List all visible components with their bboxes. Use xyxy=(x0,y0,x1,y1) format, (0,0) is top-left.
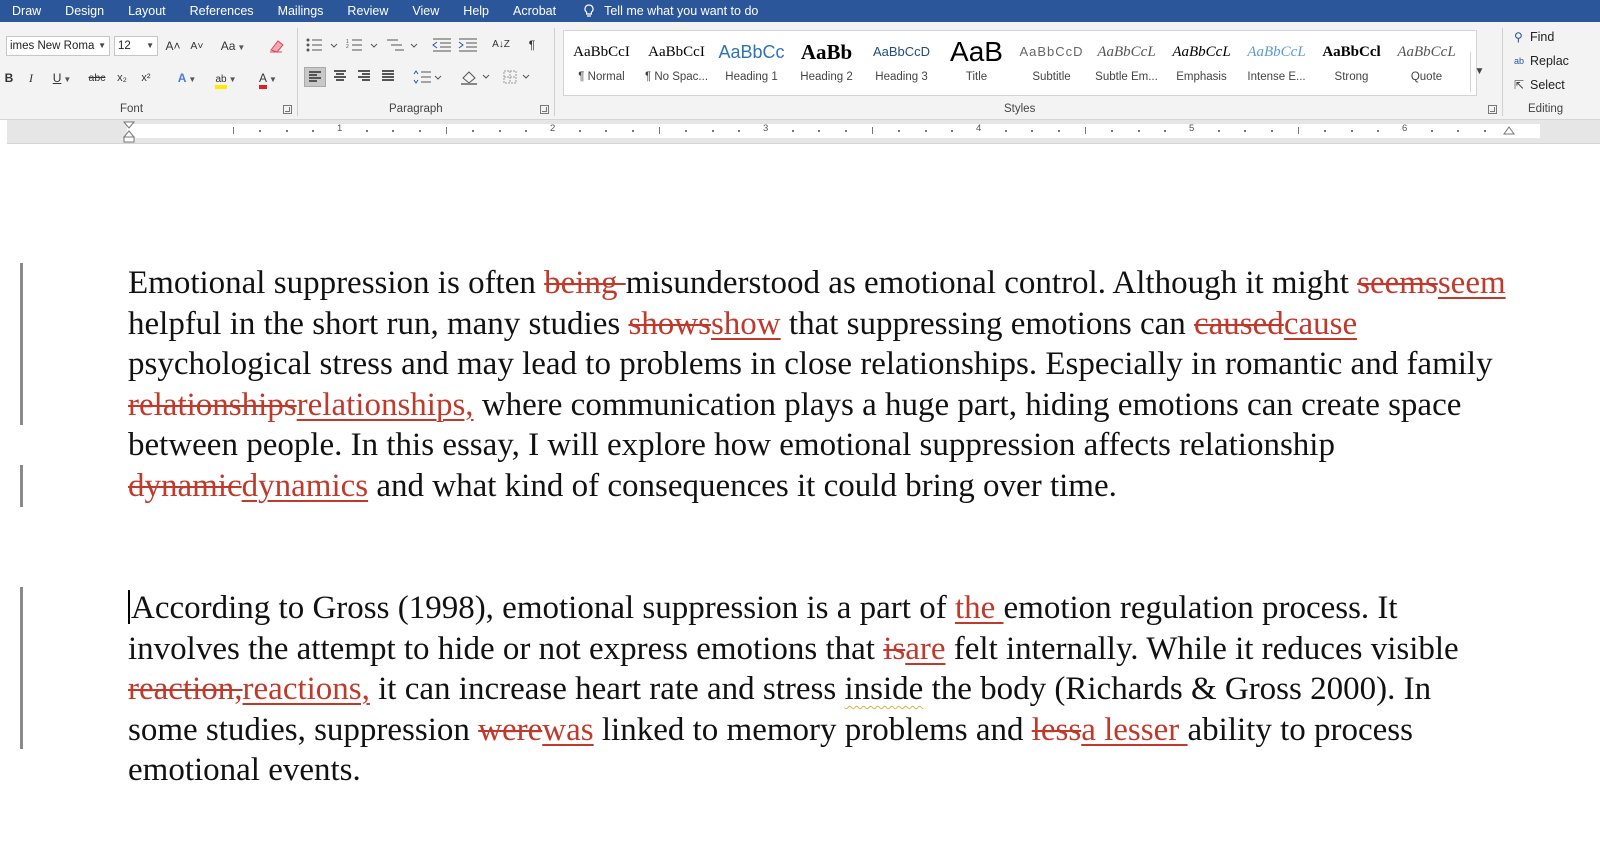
find-label: Find xyxy=(1530,30,1555,44)
tab-review[interactable]: Review xyxy=(347,4,389,18)
search-icon: ⚲ xyxy=(1514,30,1523,44)
ruler-dot xyxy=(1111,130,1113,132)
ruler-tick xyxy=(1085,127,1086,134)
grow-font-button[interactable]: A˄ xyxy=(165,39,181,53)
text-run: misunderstood as emotional control. Although it might xyxy=(625,265,1358,301)
ruler-dot xyxy=(286,130,288,132)
ruler-dot xyxy=(738,130,740,132)
ruler-number: 5 xyxy=(1189,123,1195,134)
tab-view[interactable]: View xyxy=(412,4,440,18)
style-preview: AaBbCcL xyxy=(1172,44,1231,60)
style-preview: AaBbCcL xyxy=(1247,44,1306,60)
inserted-text: cause xyxy=(1283,305,1358,342)
chevron-down-icon: ▼ xyxy=(1474,66,1485,77)
select-button[interactable] xyxy=(1514,78,1565,92)
style-preview: AaBbCcD xyxy=(1019,44,1084,59)
ruler-dot xyxy=(1271,130,1273,132)
text-cursor xyxy=(128,590,130,624)
clear-formatting-icon[interactable] xyxy=(268,38,286,54)
ruler-dot xyxy=(898,130,900,132)
replace-button[interactable] xyxy=(1514,54,1569,68)
text-run: ability to process emotional events. xyxy=(128,711,1413,788)
deleted-text: caused xyxy=(1194,305,1284,342)
paragraph-text xyxy=(128,590,1459,788)
text-run: it can increase heart rate and stress xyxy=(369,671,845,707)
paragraph-text xyxy=(128,265,1506,504)
styles-more-button[interactable] xyxy=(1470,52,1488,92)
paragraph-introduction[interactable] xyxy=(128,263,1508,506)
ruler-tick xyxy=(659,127,660,134)
ruler-dot xyxy=(632,130,634,132)
align-right-icon xyxy=(358,70,370,81)
ruler-dot xyxy=(1377,130,1379,132)
ruler-dot xyxy=(1031,130,1033,132)
borders-icon[interactable] xyxy=(502,69,536,85)
underline-label: U xyxy=(52,71,62,85)
right-indent-marker-icon[interactable] xyxy=(1503,125,1515,137)
chevron-down-icon: ▼ xyxy=(228,75,237,84)
text-run: helpful in the short run, many studies xyxy=(128,305,629,342)
styles-gallery xyxy=(563,30,1477,96)
ruler-tick xyxy=(233,127,234,134)
tab-layout[interactable]: Layout xyxy=(128,4,166,18)
inserted-text: show xyxy=(710,305,781,342)
style-subtle-emphasis[interactable] xyxy=(1089,31,1164,95)
strikethrough-button[interactable]: abc xyxy=(88,72,106,84)
font-size-combo[interactable] xyxy=(114,36,158,56)
text-run: felt internally. While it reduces visible xyxy=(945,630,1459,667)
inserted-text: seem xyxy=(1437,265,1506,301)
highlight-label: ab xyxy=(215,74,226,89)
text-effects-button[interactable] xyxy=(170,69,204,89)
style-preview: AaBbCcI xyxy=(648,44,705,60)
deleted-text: shows xyxy=(628,305,711,342)
change-bar xyxy=(20,587,23,749)
style-name: ¶ No Spac... xyxy=(644,71,709,83)
inserted-text: the xyxy=(954,590,1004,626)
ruler-dot xyxy=(792,130,794,132)
align-left-icon xyxy=(309,71,321,82)
font-size-value: 12 xyxy=(118,40,131,52)
sort-button[interactable]: A↓Z xyxy=(492,39,510,50)
deleted-text: relationships xyxy=(128,386,297,423)
deleted-text: reaction, xyxy=(128,671,243,707)
text-run: that suppressing emotions can xyxy=(780,305,1195,342)
change-case-label: Aa xyxy=(220,39,236,53)
ruler-dot xyxy=(472,130,474,132)
paragraph-dialog-launcher-icon[interactable] xyxy=(540,105,549,114)
tab-draw[interactable]: Draw xyxy=(12,4,42,18)
text-run: and what kind of consequences it could bring over time. xyxy=(368,467,1117,504)
chevron-down-icon: ▼ xyxy=(269,75,277,84)
ruler-tick xyxy=(872,127,873,134)
style-name: ¶ Normal xyxy=(578,71,625,83)
style-preview: AaBbCcL xyxy=(1097,44,1156,60)
inserted-text: relationships, xyxy=(296,386,474,423)
ruler-number: 6 xyxy=(1402,123,1408,134)
chevron-down-icon: ▼ xyxy=(237,43,246,52)
style-strong[interactable] xyxy=(1314,31,1389,95)
style-name: Title xyxy=(965,71,988,83)
style-name: Strong xyxy=(1334,71,1369,83)
ruler-dot xyxy=(1005,130,1007,132)
document-page[interactable] xyxy=(0,145,1600,860)
text-run: the body (Richards & Gross 2000). In some studies, suppression xyxy=(128,671,1432,748)
ruler-dot xyxy=(1164,130,1166,132)
cursor-arrow-icon: ⇱ xyxy=(1514,78,1525,92)
decrease-indent-icon[interactable] xyxy=(432,38,452,52)
deleted-text: dynamic xyxy=(128,467,242,504)
ruler-dot xyxy=(1058,130,1060,132)
ruler-dot xyxy=(525,130,527,132)
group-divider xyxy=(297,28,298,116)
ruler-dot xyxy=(712,130,714,132)
grammar-flagged-text: inside xyxy=(844,671,924,707)
shading-icon[interactable] xyxy=(460,69,494,85)
text-run: psychological stress and may lead to problems in close relationships. Especially in romantic and family xyxy=(128,346,1493,382)
chevron-down-icon: ▼ xyxy=(146,41,154,50)
style-intense-emphasis[interactable] xyxy=(1239,31,1314,95)
find-button[interactable] xyxy=(1514,30,1554,44)
style-name: Heading 3 xyxy=(875,71,928,83)
ruler-tick xyxy=(1298,127,1299,134)
style-name: Heading 2 xyxy=(800,71,853,83)
change-bar xyxy=(20,263,23,425)
ruler-dot xyxy=(499,130,501,132)
subscript-button[interactable]: x₂ xyxy=(117,72,127,84)
ruler-dot xyxy=(366,130,368,132)
ruler-dot xyxy=(1138,130,1140,132)
group-divider xyxy=(554,28,555,116)
replace-icon: ab xyxy=(1514,56,1525,66)
tab-acrobat[interactable]: Acrobat xyxy=(513,4,557,18)
shrink-font-button[interactable]: A˅ xyxy=(190,40,204,52)
ruler-dot xyxy=(951,130,953,132)
ruler-dot xyxy=(312,130,314,132)
style-name: Subtle Em... xyxy=(1095,71,1158,83)
ruler-dot xyxy=(845,130,847,132)
ruler-dot xyxy=(685,130,687,132)
ruler-dot xyxy=(1244,130,1246,132)
ruler-dot xyxy=(605,130,607,132)
chevron-down-icon: ▼ xyxy=(98,41,106,50)
inserted-text: reactions, xyxy=(242,671,370,707)
style-heading-2[interactable] xyxy=(789,31,864,95)
paragraph-body[interactable] xyxy=(128,588,1508,791)
style-preview: AaBbCcD xyxy=(872,44,931,59)
multilevel-list-icon[interactable] xyxy=(386,38,422,52)
editing-group-label: Editing xyxy=(1528,103,1564,115)
inserted-text: are xyxy=(905,630,946,667)
ruler-dot xyxy=(1351,130,1353,132)
text-run: linked to memory problems and xyxy=(593,711,1032,748)
style-heading-1[interactable] xyxy=(714,31,789,95)
font-color-label: A xyxy=(259,71,267,89)
style-name: Emphasis xyxy=(1176,71,1227,83)
tab-help[interactable]: Help xyxy=(463,4,490,18)
change-case-button[interactable] xyxy=(216,37,250,57)
ruler-dot xyxy=(419,130,421,132)
italic-button[interactable]: I xyxy=(29,71,33,85)
style-preview: AaBb xyxy=(800,40,853,64)
styles-group-label: Styles xyxy=(1004,103,1036,115)
style-preview: AaBbCc xyxy=(718,42,785,62)
deleted-text: is xyxy=(883,630,906,667)
deleted-text: being xyxy=(544,265,626,301)
ruler-dot xyxy=(392,130,394,132)
ruler-dot xyxy=(925,130,927,132)
line-spacing-icon[interactable] xyxy=(412,70,444,84)
ruler-dot xyxy=(1484,130,1486,132)
svg-text:1: 1 xyxy=(346,39,349,45)
style-subtitle[interactable] xyxy=(1014,31,1089,95)
style-normal[interactable] xyxy=(564,31,639,95)
numbering-icon[interactable] xyxy=(346,38,382,52)
text-run: where communication plays a huge part, hiding emotions can create space between people. In this essay, I will explore how emotional suppression affects relationship xyxy=(128,386,1462,463)
tab-references[interactable]: References xyxy=(189,4,254,18)
style-name: Subtitle xyxy=(1032,71,1071,83)
style-no-spacing[interactable] xyxy=(639,31,714,95)
horizontal-ruler[interactable] xyxy=(7,120,1600,144)
change-bar xyxy=(20,465,23,507)
text-run: emotion regulation process. It involves the attempt to hide or not express emotions that xyxy=(128,590,1398,667)
styles-dialog-launcher-icon[interactable] xyxy=(1488,105,1497,114)
deleted-text: were xyxy=(478,711,543,748)
replace-label: Replac xyxy=(1530,54,1569,68)
align-right-button[interactable] xyxy=(354,67,376,87)
style-name: Intense E... xyxy=(1247,71,1306,83)
indent-marker-icon[interactable] xyxy=(123,121,135,143)
style-preview: AaBbCcL xyxy=(1397,44,1456,60)
chevron-down-icon: ▼ xyxy=(63,75,72,84)
ruler-number: 3 xyxy=(763,123,769,134)
tab-mailings[interactable]: Mailings xyxy=(277,4,324,18)
ruler-number: 4 xyxy=(976,123,982,134)
ruler-dot xyxy=(579,130,581,132)
ribbon xyxy=(0,22,1600,120)
text-run: Emotional suppression is often xyxy=(128,265,545,301)
inserted-text: was xyxy=(542,711,594,748)
increase-indent-icon[interactable] xyxy=(458,38,478,52)
ruler-dot xyxy=(1457,130,1459,132)
ruler-dot xyxy=(259,130,261,132)
style-emphasis[interactable] xyxy=(1164,31,1239,95)
align-center-button[interactable] xyxy=(330,67,352,87)
style-title[interactable] xyxy=(939,31,1014,95)
font-name-combo[interactable] xyxy=(6,36,110,56)
ruler-dot xyxy=(1431,130,1433,132)
underline-button[interactable] xyxy=(46,69,78,89)
font-name-value: imes New Roma xyxy=(10,40,95,52)
justify-icon xyxy=(382,70,394,81)
tell-me-text: Tell me what you want to do xyxy=(604,4,759,18)
bullets-icon[interactable] xyxy=(306,38,342,52)
superscript-button[interactable]: x² xyxy=(141,72,151,84)
ruler-number: 1 xyxy=(337,123,343,134)
select-label: Select xyxy=(1530,78,1565,92)
ruler-dot xyxy=(818,130,820,132)
group-divider xyxy=(1502,28,1503,116)
justify-button[interactable] xyxy=(378,67,400,87)
ruler-dot xyxy=(1218,130,1220,132)
font-group-label: Font xyxy=(120,103,144,115)
lightbulb-icon xyxy=(582,4,596,18)
font-color-button[interactable] xyxy=(250,69,286,89)
align-center-icon xyxy=(334,70,346,81)
text-effects-label: A xyxy=(177,71,187,85)
style-quote[interactable] xyxy=(1389,31,1464,95)
deleted-text: seems xyxy=(1357,265,1438,301)
font-dialog-launcher-icon[interactable] xyxy=(283,105,292,114)
ruler-dot xyxy=(1324,130,1326,132)
style-preview: AaBbCcl xyxy=(1322,44,1381,60)
style-preview: AaB xyxy=(950,36,1003,67)
style-name: Quote xyxy=(1410,71,1443,83)
text-run: According to Gross (1998), emotional suppression is a part of xyxy=(131,590,955,626)
inserted-text: dynamics xyxy=(241,467,369,504)
show-formatting-button[interactable]: ¶ xyxy=(528,38,536,52)
tell-me-box[interactable] xyxy=(582,4,758,18)
style-name: Heading 1 xyxy=(725,71,778,83)
align-left-button[interactable] xyxy=(304,67,326,87)
ruler-number: 2 xyxy=(550,123,556,134)
ruler-tick xyxy=(446,127,447,134)
style-heading-3[interactable] xyxy=(864,31,939,95)
bold-button[interactable]: B xyxy=(4,71,14,85)
svg-text:2: 2 xyxy=(346,44,349,50)
deleted-text: less xyxy=(1031,711,1082,748)
paragraph-group-label: Paragraph xyxy=(389,103,443,115)
chevron-down-icon: ▼ xyxy=(188,75,197,84)
highlight-button[interactable] xyxy=(208,69,244,89)
menu-bar xyxy=(0,0,1600,22)
style-preview: AaBbCcI xyxy=(573,44,630,60)
inserted-text: a lesser xyxy=(1081,711,1188,748)
tab-design[interactable]: Design xyxy=(65,4,105,18)
